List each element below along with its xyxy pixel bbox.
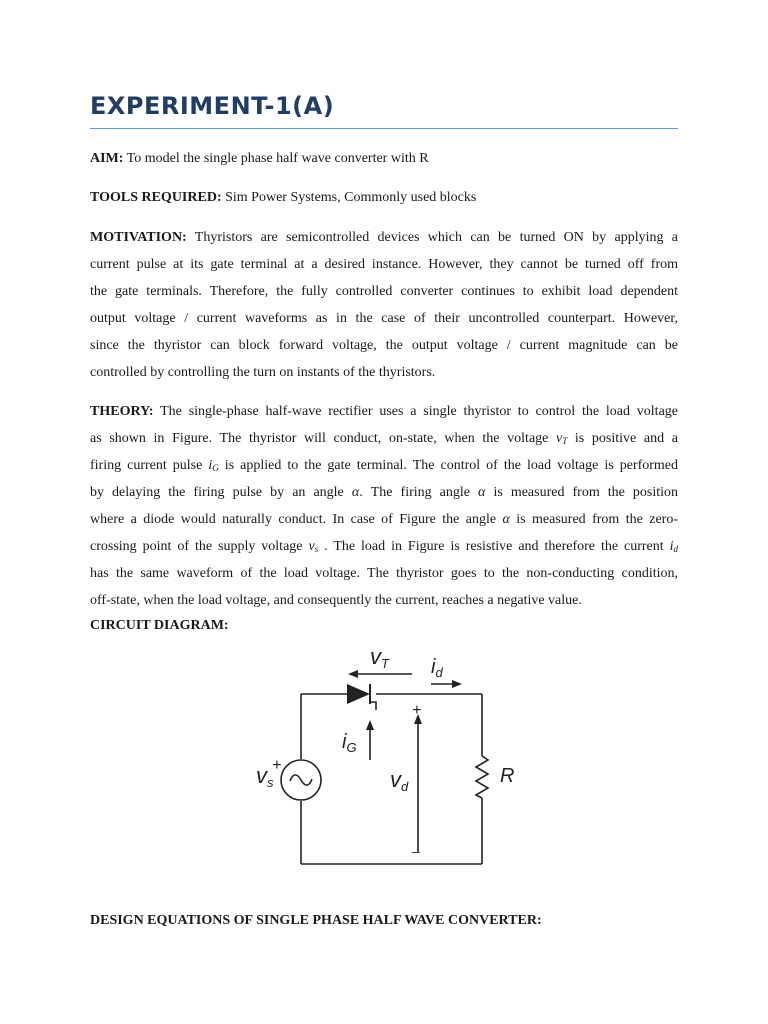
circuit-diagram-heading: CIRCUIT DIAGRAM: xyxy=(90,618,229,633)
theory-line: where a diode would naturally conduct. In case of Figure the angle α is measured from the zero- xyxy=(90,512,678,527)
tools-text: Sim Power Systems, Commonly used blocks xyxy=(221,190,477,205)
ac-sine-icon xyxy=(290,775,312,785)
theory-label: THEORY: xyxy=(90,404,154,419)
motivation-line: output voltage / current waveforms as in the case of their uncontrolled counterpart. However, xyxy=(90,311,678,326)
aim-label: AIM: xyxy=(90,151,124,166)
resistor-symbol xyxy=(476,756,488,798)
motivation-paragraph xyxy=(90,224,678,386)
ig-arrow-head xyxy=(366,720,374,730)
motivation-line: controlled by controlling the turn on instants of the thyristors. xyxy=(90,365,436,380)
theory-line: as shown in Figure. The thyristor will conduct, on-state, when the voltage $v_T$ is positive and a xyxy=(90,431,678,446)
motivation-line: MOTIVATION: Thyristors are semicontrolled devices which can be turned ON by applying a xyxy=(90,230,678,245)
motivation-line: since the thyristor can block forward voltage, the output voltage / current magnitude can be xyxy=(90,338,678,353)
circuit-diagram xyxy=(250,640,540,880)
vs-label: vs xyxy=(256,763,274,790)
ig-label: $i_G$ xyxy=(342,731,357,755)
resistor-label: R xyxy=(500,765,515,787)
vs-plus-sign: + xyxy=(272,757,282,774)
vd-plus-sign: + xyxy=(412,702,422,719)
theory-line: has the same waveform of the load voltage. The thyristor goes to the non-conducting condition, xyxy=(90,566,678,581)
theory-line: crossing point of the supply voltage $v_s$ . The load in Figure is resistive and therefore the current $i_d$ xyxy=(90,539,678,554)
tools-line xyxy=(90,188,476,208)
vd-minus-sign: – xyxy=(412,843,420,859)
theory-line: by delaying the firing pulse by an angle α. The firing angle α is measured from the position xyxy=(90,485,679,500)
aim-text: To model the single phase half wave converter with R xyxy=(123,151,429,166)
motivation-label: MOTIVATION: xyxy=(90,230,187,245)
theory-line: off-state, when the load voltage, and consequently the current, reaches a negative value. xyxy=(90,593,582,608)
tools-label: TOOLS REQUIRED: xyxy=(90,190,222,205)
theory-line: firing current pulse $i_G$ is applied to the gate terminal. The control of the load voltage is performed xyxy=(90,458,679,473)
aim-line xyxy=(90,149,429,169)
thyristor-triangle xyxy=(347,684,370,704)
id-arrow-head xyxy=(452,680,462,688)
page-title: EXPERIMENT-1(A) xyxy=(90,92,335,120)
design-equations-heading: DESIGN EQUATIONS OF SINGLE PHASE HALF WAVE CONVERTER: xyxy=(90,913,542,928)
vd-label: vd xyxy=(390,767,409,794)
motivation-line: the gate terminals. Therefore, the fully controlled converter continues to exhibit load dependent xyxy=(90,284,678,299)
vt-label: vT xyxy=(370,644,389,671)
vt-arrow-head xyxy=(348,670,358,678)
theory-line: THEORY: The single-phase half-wave rectifier uses a single thyristor to control the load voltage xyxy=(90,404,678,419)
id-label: $i_d$ xyxy=(431,656,443,680)
theory-paragraph xyxy=(90,398,678,614)
title-underline xyxy=(90,128,678,129)
motivation-line: current pulse at its gate terminal at a desired instance. However, they cannot be turned off from xyxy=(90,257,678,272)
